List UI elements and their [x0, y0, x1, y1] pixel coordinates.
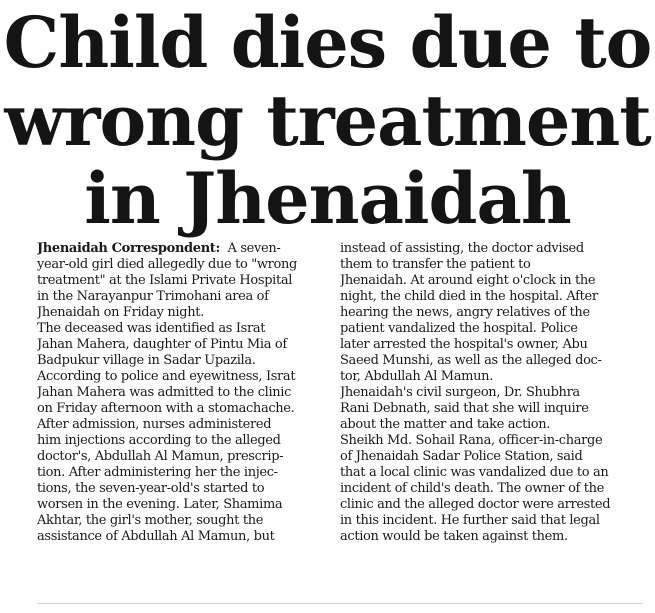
text-line: on Friday afternoon with a stomachache.	[37, 401, 295, 416]
text-line: hearing the news, angry relatives of the	[340, 305, 590, 320]
article-column-left	[37, 241, 333, 545]
text-line: Badpukur village in Sadar Upazila.	[37, 353, 256, 368]
text-line: in the Narayanpur Trimohani area of	[37, 289, 269, 304]
text-line: patient vandalized the hospital. Police	[340, 321, 578, 336]
text-line	[37, 241, 333, 257]
text-line: tion. After administering her the injec-	[37, 465, 278, 480]
text-line: After admission, nurses administered	[37, 417, 272, 432]
text-line: him injections according to the alleged	[37, 433, 281, 448]
text-line: Saeed Munshi, as well as the alleged doc-	[340, 353, 602, 368]
text-line: Rani Debnath, said that she will inquire	[340, 401, 589, 416]
text-line: Jhenaidah's civil surgeon, Dr. Shubhra	[340, 385, 580, 400]
text-line: tor, Abdullah Al Mamun.	[340, 369, 493, 384]
headline-line: wrong treatment	[4, 79, 651, 162]
text-line: Jhenaidah. At around eight o'clock in the	[340, 273, 596, 288]
text-line: tions, the seven-year-old's started to	[37, 481, 265, 496]
text-line: night, the child died in the hospital. After	[340, 289, 598, 304]
text-line: Sheikh Md. Sohail Rana, officer-in-charge	[340, 433, 603, 448]
text-line: clinic and the alleged doctor were arrested	[340, 497, 611, 512]
text-line: worsen in the evening. Later, Shamima	[37, 497, 283, 512]
text-line: assistance of Abdullah Al Mamun, but	[37, 529, 275, 544]
text-line: of Jhenaidah Sadar Police Station, said	[340, 449, 583, 464]
text-line: them to transfer the patient to	[340, 257, 531, 272]
headline-line: Child dies due to	[3, 1, 652, 84]
text-line: According to police and eyewitness, Israt	[37, 369, 296, 384]
text-line: Jahan Mahera was admitted to the clinic	[37, 385, 292, 400]
text-line: later arrested the hospital's owner, Abu	[340, 337, 588, 352]
text-line: that a local clinic was vandalized due to an	[340, 465, 609, 480]
headline	[0, 1, 655, 240]
bottom-rule	[37, 603, 643, 604]
text-line: The deceased was identified as Israt	[37, 321, 266, 336]
text-line: Jahan Mahera, daughter of Pintu Mia of	[37, 337, 287, 352]
byline: Jhenaidah Correspondent:	[37, 241, 220, 256]
text-line: doctor's, Abdullah Al Mamun, prescrip-	[37, 449, 284, 464]
text-line: year-old girl died allegedly due to "wrong	[37, 257, 298, 272]
text-line: Akhtar, the girl's mother, sought the	[37, 513, 264, 528]
text-line: about the matter and take action.	[340, 417, 551, 432]
text-line: in this incident. He further said that legal	[340, 513, 600, 528]
article-column-right	[340, 241, 636, 545]
text-line-content: A seven-	[227, 241, 281, 256]
text-line: treatment" at the Islami Private Hospital	[37, 273, 293, 288]
text-line: instead of assisting, the doctor advised	[340, 241, 584, 256]
text-line: incident of child's death. The owner of the	[340, 481, 605, 496]
text-line: action would be taken against them.	[340, 529, 568, 544]
text-line: Jhenaidah on Friday night.	[37, 305, 204, 320]
headline-line: in Jhenaidah	[84, 157, 571, 240]
